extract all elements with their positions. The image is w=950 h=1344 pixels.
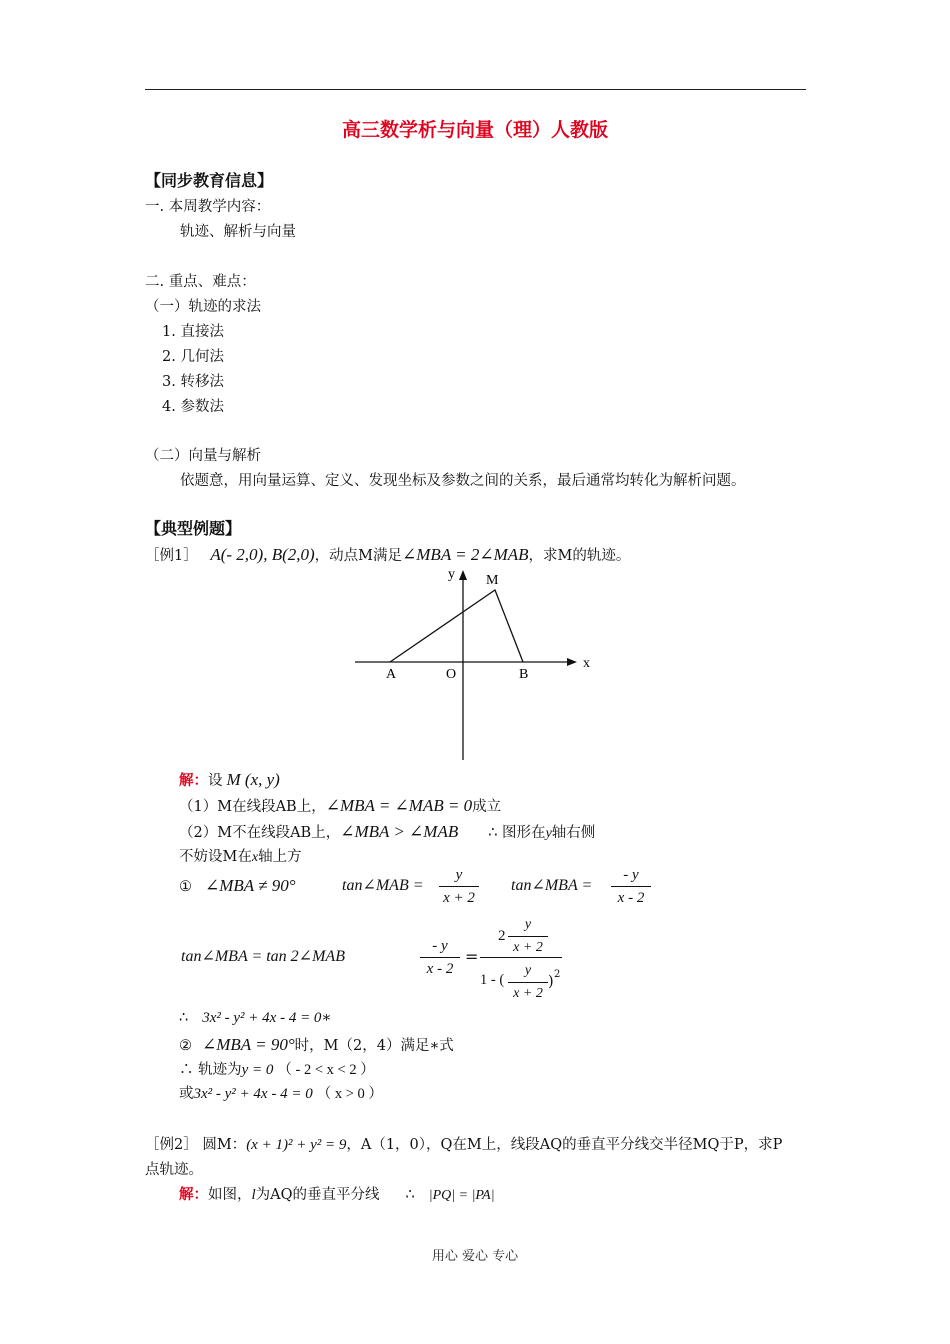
fraction-denominator: x + 2 [513, 940, 543, 955]
condition2-text: 时，M（2，4）满足∗式 [294, 1038, 454, 1054]
method-item: 1. 直接法 [162, 324, 224, 340]
coefficient: 2 [498, 928, 506, 944]
therefore-symbol: ∴ [179, 1010, 189, 1026]
condition1-label: ① [179, 879, 192, 895]
solution2-therefore: ∴ [405, 1187, 415, 1203]
main-fraction-bar [480, 957, 562, 958]
y-axis-label: y [448, 567, 455, 582]
double-angle-left-fraction [420, 937, 460, 978]
subheading-vector: （二）向量与解析 [145, 448, 261, 464]
vector-paragraph: 依题意，用向量运算、定义、发现坐标及参数之间的关系，最后通常均转化为解析问题。 [180, 473, 746, 489]
double-angle-right-fraction [480, 916, 562, 1006]
fraction-numerator: y [439, 866, 479, 887]
method-item: 4. 参数法 [162, 399, 224, 415]
example1-label: ［例1］ [145, 548, 198, 564]
case1-text: （1）M在线段AB上， [179, 799, 326, 815]
case2-line [179, 823, 595, 843]
example1-points: A(- 2,0), B(2,0) [210, 545, 315, 564]
origin-label: O [446, 667, 457, 682]
page-title: 高三数学析与向量（理）人教版 [341, 119, 608, 141]
example2-statement [145, 1136, 782, 1154]
case1-line [179, 797, 501, 816]
case1-end: 成立 [472, 799, 502, 815]
assume-x: x [251, 850, 259, 865]
equals-sign: = [465, 947, 479, 966]
double-angle-equation: tan∠MBA = tan 2∠MAB [181, 948, 345, 965]
point-m-label: M [486, 573, 499, 588]
case2-therefore: ∴ 图形在 [488, 825, 546, 841]
trajectory-line1 [179, 1061, 375, 1079]
case2-end: 轴右侧 [551, 825, 596, 841]
solution1-intro [179, 771, 280, 790]
tan-mba-lhs: tan∠MBA = [511, 877, 593, 894]
item-week-content: 轨迹、解析与向量 [180, 224, 296, 240]
assume-text: 不妨设M在 [179, 849, 252, 865]
fraction-denominator: x + 2 [443, 890, 475, 906]
example1-text: ，动点M满足 [314, 548, 403, 564]
solution-set-text: 设 [208, 773, 223, 789]
condition2-line [179, 1036, 454, 1055]
condition1-math: ∠MBA ≠ 90° [205, 876, 296, 895]
tan-mba-fraction [611, 866, 651, 907]
x-axis-label: x [583, 656, 590, 671]
triangle-amb [390, 590, 523, 662]
trajectory-line2 [179, 1085, 383, 1103]
result1-line [179, 1009, 332, 1027]
case2-y: y [545, 826, 552, 841]
line-l: l [251, 1187, 256, 1203]
fraction-numerator: - y [611, 866, 651, 887]
trajectory1-math: y = 0 [241, 1062, 274, 1078]
point-a-label: A [386, 667, 397, 682]
one-minus: 1 - ( [480, 972, 505, 988]
item-key-points-label: 二. 重点、难点： [145, 274, 256, 290]
inner-fraction-top [508, 916, 548, 957]
tan-mab-fraction [439, 866, 479, 907]
header-rule [145, 89, 806, 90]
page-footer: 用心 爱心 专心 [431, 1249, 519, 1264]
method-item: 3. 转移法 [162, 374, 224, 390]
solution-point-m: M (x, y) [226, 770, 280, 789]
x-axis-arrow [567, 658, 577, 666]
trajectory2-range: （ x > 0 ） [316, 1086, 383, 1102]
example1-condition: ∠MBA = 2∠MAB [402, 545, 529, 564]
or-text: 或 [179, 1086, 194, 1102]
fraction-numerator: y [508, 962, 548, 983]
fraction-numerator: - y [420, 937, 460, 958]
condition2-math: ∠MBA = 90° [202, 1035, 295, 1054]
fraction-denominator: x + 2 [513, 986, 543, 1001]
method-item: 2. 几何法 [162, 349, 224, 365]
assume-end: 轴上方 [258, 849, 302, 865]
case1-math: ∠MBA = ∠MAB = 0 [325, 796, 473, 815]
assume-line [179, 848, 302, 867]
y-axis-arrow [459, 570, 467, 580]
condition2-label: ② [179, 1038, 192, 1054]
solution2-text-b: 为AQ的垂直平分线 [255, 1187, 380, 1203]
example2-label: ［例2］ 圆M： [145, 1137, 247, 1153]
section-heading-info: 【同步教育信息】 [145, 171, 274, 190]
trajectory2-math: 3x² - y² + 4x - 4 = 0 [193, 1086, 313, 1102]
example2-text-cont: 点轨迹。 [145, 1162, 203, 1178]
square-exponent: 2 [554, 969, 561, 980]
tan-mab-lhs: tan∠MAB = [342, 877, 424, 894]
item-week-content-label: 一. 本周教学内容： [145, 199, 271, 215]
fraction-denominator: x - 2 [617, 890, 645, 906]
section-heading-examples: 【典型例题】 [145, 519, 242, 538]
close-paren: ) [548, 974, 554, 990]
example2-text: ，A（1，0），Q在M上，线段AQ的垂直平分线交半径MQ于P，求P [346, 1137, 783, 1153]
therefore-trajectory: ∴ 轨迹为 [179, 1062, 242, 1078]
inner-fraction-bottom [508, 962, 548, 1003]
example1-text-end: ，求M的轨迹。 [528, 548, 631, 564]
point-b-label: B [519, 667, 529, 682]
example1-figure [355, 562, 595, 762]
trajectory1-range: （ - 2 < x < 2 ） [277, 1062, 375, 1078]
fraction-numerator: y [508, 916, 548, 937]
example2-circle-equation: (x + 1)² + y² = 9 [246, 1137, 347, 1153]
case2-text: （2）M不在线段AB上， [179, 825, 341, 841]
solution2-line [179, 1186, 495, 1205]
subheading-trajectory: （一）轨迹的求法 [145, 299, 261, 315]
case2-math: ∠MBA > ∠MAB [340, 822, 459, 841]
solution2-math: |PQ| = |PA| [428, 1188, 495, 1203]
solution-label: 解： [179, 772, 208, 789]
solution2-text: 如图， [208, 1187, 252, 1203]
fraction-denominator: x - 2 [426, 961, 454, 977]
solution2-label: 解： [179, 1186, 208, 1203]
result1-equation: 3x² - y² + 4x - 4 = 0∗ [202, 1010, 332, 1026]
